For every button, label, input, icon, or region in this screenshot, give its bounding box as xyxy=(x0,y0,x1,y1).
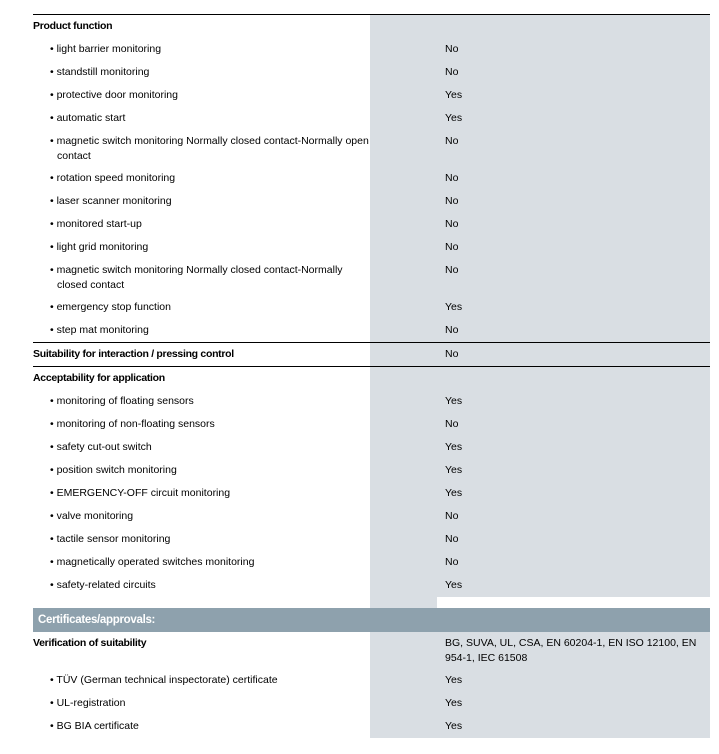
spec-value: Yes xyxy=(437,669,710,692)
section-heading-row xyxy=(33,14,710,38)
spec-label: • light grid monitoring xyxy=(50,241,149,253)
spec-label: • rotation speed monitoring xyxy=(50,172,176,184)
spacer-column xyxy=(370,296,437,319)
spec-label: • monitored start-up xyxy=(50,218,142,230)
spec-row xyxy=(33,38,710,61)
section-heading: Acceptability for application xyxy=(33,372,165,384)
spec-value: No xyxy=(437,259,710,296)
spec-row xyxy=(33,319,710,342)
spec-value: No xyxy=(437,190,710,213)
spec-label: • safety-related circuits xyxy=(50,579,156,591)
section-heading-value xyxy=(437,15,710,38)
spec-value: No xyxy=(437,319,710,342)
spec-label: • magnetic switch monitoring Normally closed contact-Normally open contact xyxy=(50,135,369,162)
spec-value: No xyxy=(437,61,710,84)
spacer-column xyxy=(370,367,437,390)
spec-label: • UL-registration xyxy=(50,697,126,709)
spacer-column xyxy=(370,528,437,551)
spec-row xyxy=(33,574,710,597)
spec-label: • monitoring of floating sensors xyxy=(50,395,194,407)
spacer-column xyxy=(370,413,437,436)
spacer-column xyxy=(370,436,437,459)
spec-row xyxy=(33,436,710,459)
spec-value: Yes xyxy=(437,459,710,482)
section-heading: Verification of suitability xyxy=(33,637,147,649)
spacer-column xyxy=(370,61,437,84)
spacer-column xyxy=(370,213,437,236)
spec-row xyxy=(33,692,710,715)
spec-row xyxy=(33,107,710,130)
spec-row xyxy=(33,505,710,528)
spec-row xyxy=(33,130,710,167)
certificates-banner xyxy=(33,608,710,632)
spec-value: Yes xyxy=(437,574,710,597)
spec-label: • emergency stop function xyxy=(50,301,171,313)
spacer-column xyxy=(370,669,437,692)
spec-row xyxy=(33,669,710,692)
spec-row xyxy=(33,84,710,107)
spec-value: Yes xyxy=(437,390,710,413)
section-heading-value: BG, SUVA, UL, CSA, EN 60204-1, EN ISO 12100, EN 954-1, IEC 61508 xyxy=(437,632,710,669)
banner-title: Certificates/approvals: xyxy=(38,614,156,626)
spacer-column xyxy=(370,84,437,107)
spec-label: • light barrier monitoring xyxy=(50,43,162,55)
spec-label: • laser scanner monitoring xyxy=(50,195,172,207)
spec-value: No xyxy=(437,213,710,236)
spec-label: • EMERGENCY-OFF circuit monitoring xyxy=(50,487,231,499)
spacer-column xyxy=(370,505,437,528)
gap-mid xyxy=(370,597,437,608)
spec-row xyxy=(33,413,710,436)
spec-label: • automatic start xyxy=(50,112,126,124)
spec-value: Yes xyxy=(437,436,710,459)
spec-label: • step mat monitoring xyxy=(50,324,149,336)
spec-value: Yes xyxy=(437,692,710,715)
spec-label: • BG BIA certificate xyxy=(50,720,139,732)
spec-row xyxy=(33,459,710,482)
spacer-column xyxy=(370,692,437,715)
spacer-column xyxy=(370,574,437,597)
spec-label: • position switch monitoring xyxy=(50,464,177,476)
spec-label: • protective door monitoring xyxy=(50,89,178,101)
spacer-column xyxy=(370,551,437,574)
spacer-column xyxy=(370,107,437,130)
spec-row xyxy=(33,390,710,413)
spec-row xyxy=(33,213,710,236)
section-heading-value xyxy=(437,367,710,390)
spacer-column xyxy=(370,190,437,213)
spec-value: No xyxy=(437,167,710,190)
gap-left xyxy=(33,597,370,608)
spec-row xyxy=(33,236,710,259)
spec-label: • tactile sensor monitoring xyxy=(50,533,171,545)
section-heading: Product function xyxy=(33,20,113,32)
spacer-column xyxy=(370,459,437,482)
spec-row xyxy=(33,551,710,574)
section-heading-row xyxy=(33,632,710,669)
spec-value: No xyxy=(437,413,710,436)
spec-value: Yes xyxy=(437,715,710,738)
spacer-column xyxy=(370,259,437,296)
spec-label: • monitoring of non-floating sensors xyxy=(50,418,215,430)
spec-row xyxy=(33,190,710,213)
spec-value: No xyxy=(437,528,710,551)
spacer-column xyxy=(370,390,437,413)
spec-value: No xyxy=(437,130,710,167)
spec-label: • magnetically operated switches monitoring xyxy=(50,556,255,568)
spacer-column xyxy=(370,319,437,342)
section-heading-row xyxy=(33,366,710,390)
spec-row xyxy=(33,715,710,738)
spacer-column xyxy=(370,15,437,38)
spec-value: Yes xyxy=(437,84,710,107)
spec-row xyxy=(33,259,710,296)
spacer-column xyxy=(370,482,437,505)
spec-label: • standstill monitoring xyxy=(50,66,150,78)
spec-value: No xyxy=(437,505,710,528)
spec-row xyxy=(33,482,710,505)
spec-value: No xyxy=(437,38,710,61)
spec-value: Yes xyxy=(437,296,710,319)
spacer-column xyxy=(370,130,437,167)
spec-value: Yes xyxy=(437,482,710,505)
spec-value: Yes xyxy=(437,107,710,130)
section-heading-value: No xyxy=(437,343,710,366)
spacer-column xyxy=(370,38,437,61)
spec-row xyxy=(33,167,710,190)
section-heading: Suitability for interaction / pressing control xyxy=(33,348,234,360)
spec-label: • safety cut-out switch xyxy=(50,441,152,453)
spacer-column xyxy=(370,715,437,738)
spacer-column xyxy=(370,236,437,259)
spacer-column xyxy=(370,343,437,366)
spec-row xyxy=(33,61,710,84)
spec-value: No xyxy=(437,551,710,574)
section-gap xyxy=(33,597,710,608)
spec-value: No xyxy=(437,236,710,259)
spec-label: • TÜV (German technical inspectorate) certificate xyxy=(50,674,278,686)
spec-row xyxy=(33,528,710,551)
spec-label: • valve monitoring xyxy=(50,510,134,522)
spec-row xyxy=(33,296,710,319)
spec-label: • magnetic switch monitoring Normally closed contact-Normally closed contact xyxy=(50,264,343,291)
spacer-column xyxy=(370,632,437,669)
spec-sheet xyxy=(33,14,710,738)
spacer-column xyxy=(370,167,437,190)
section-heading-row xyxy=(33,342,710,366)
